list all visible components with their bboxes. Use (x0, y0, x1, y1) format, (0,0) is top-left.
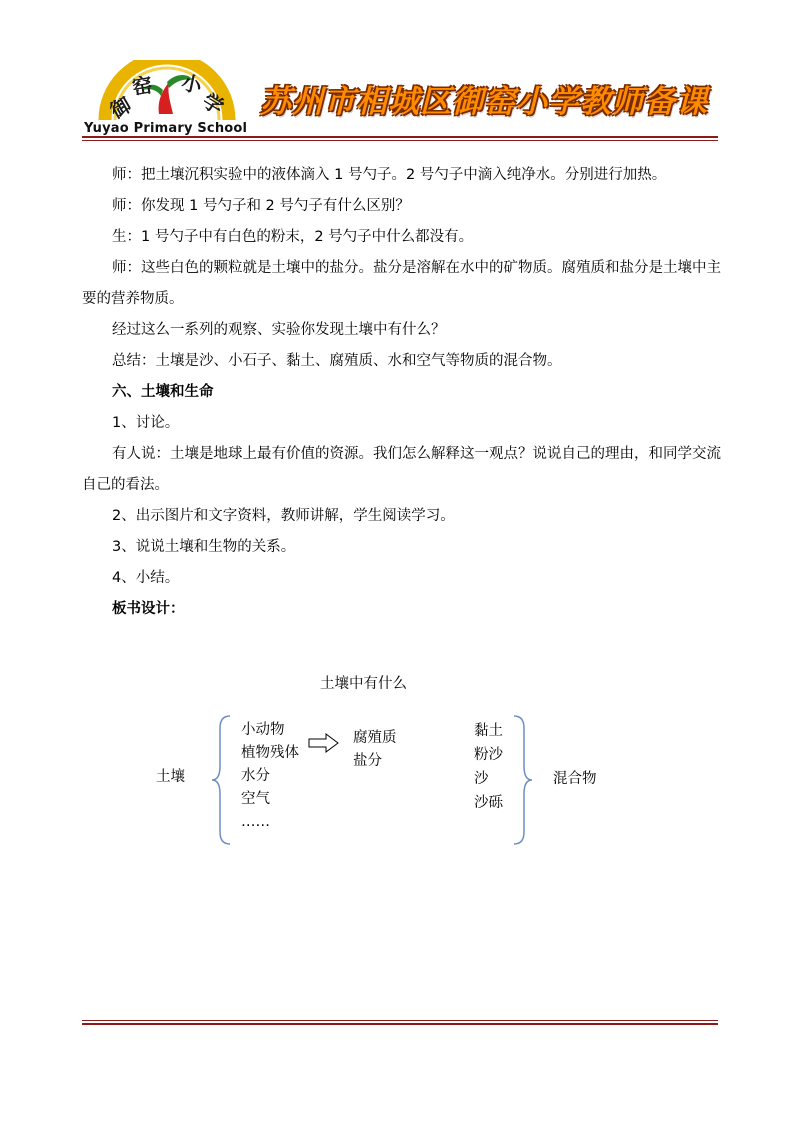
section-heading: 六、土壤和生命 (112, 384, 214, 400)
right-brace (512, 714, 536, 846)
paragraph-4: 师：这些白色的颗粒就是土壤中的盐分。盐分是溶解在水中的矿物质。腐殖质和盐分是土壤中主要的营养物质。 (82, 260, 721, 307)
left-item-2: 植物残体 (241, 745, 299, 761)
paragraph-5: 经过这么一系列的观察、实验你发现土壤中有什么？ (112, 322, 446, 338)
middle-item-1: 腐殖质 (353, 730, 397, 746)
main-content (82, 160, 722, 625)
left-item-5: …… (241, 814, 270, 830)
school-logo (82, 60, 252, 140)
logo-char-3: 小 (179, 70, 204, 98)
list-item-1: 1、讨论。 (112, 415, 180, 431)
header-rule-thin (82, 140, 718, 141)
arrow-icon (308, 732, 340, 754)
right-item-list (474, 719, 503, 815)
diagram-result-label: 混合物 (553, 771, 597, 787)
logo-char-2: 窑 (130, 72, 155, 100)
footer-rule-thin (82, 1020, 718, 1021)
board-title: 土壤中有什么 (320, 676, 407, 692)
logo-char-1: 御 (106, 92, 136, 124)
paragraph-3: 生：1 号勺子中有白色的粉末，2 号勺子中什么都没有。 (112, 229, 474, 245)
right-item-3: 沙 (474, 771, 489, 787)
left-item-3: 水分 (241, 768, 270, 784)
footer-rule-thick (82, 1023, 718, 1025)
school-title: 苏州市相城区御窑小学教师备课 (260, 84, 708, 120)
board-design-heading: 板书设计： (112, 601, 185, 617)
list-item-4: 4、小结。 (112, 570, 180, 586)
paragraph-discussion: 有人说：土壤是地球上最有价值的资源。我们怎么解释这一观点？说说自己的理由，和同学交流自己的看法。 (82, 446, 721, 493)
left-brace (210, 714, 234, 846)
summary-paragraph: 总结：土壤是沙、小石子、黏土、腐殖质、水和空气等物质的混合物。 (112, 353, 562, 369)
logo-char-4: 学 (198, 88, 229, 120)
diagram-root-label: 土壤 (156, 769, 185, 785)
paragraph-2: 师：你发现 1 号勺子和 2 号勺子有什么区别？ (112, 198, 410, 214)
header-rule-thick (82, 136, 718, 138)
left-item-list (241, 719, 299, 834)
page-header (82, 60, 722, 140)
logo-text: Yuyao Primary School (84, 121, 248, 136)
left-item-1: 小动物 (241, 722, 285, 738)
right-item-4: 沙砾 (474, 795, 503, 811)
right-item-1: 黏土 (474, 723, 503, 739)
middle-item-2: 盐分 (353, 753, 382, 769)
paragraph-1: 师：把土壤沉积实验中的液体滴入 1 号勺子。2 号勺子中滴入纯净水。分别进行加热。 (112, 167, 667, 183)
list-item-2: 2、出示图片和文字资料，教师讲解，学生阅读学习。 (112, 508, 455, 524)
left-item-4: 空气 (241, 791, 270, 807)
middle-item-list (353, 727, 397, 773)
list-item-3: 3、说说土壤和生物的关系。 (112, 539, 296, 555)
right-item-2: 粉沙 (474, 747, 503, 763)
